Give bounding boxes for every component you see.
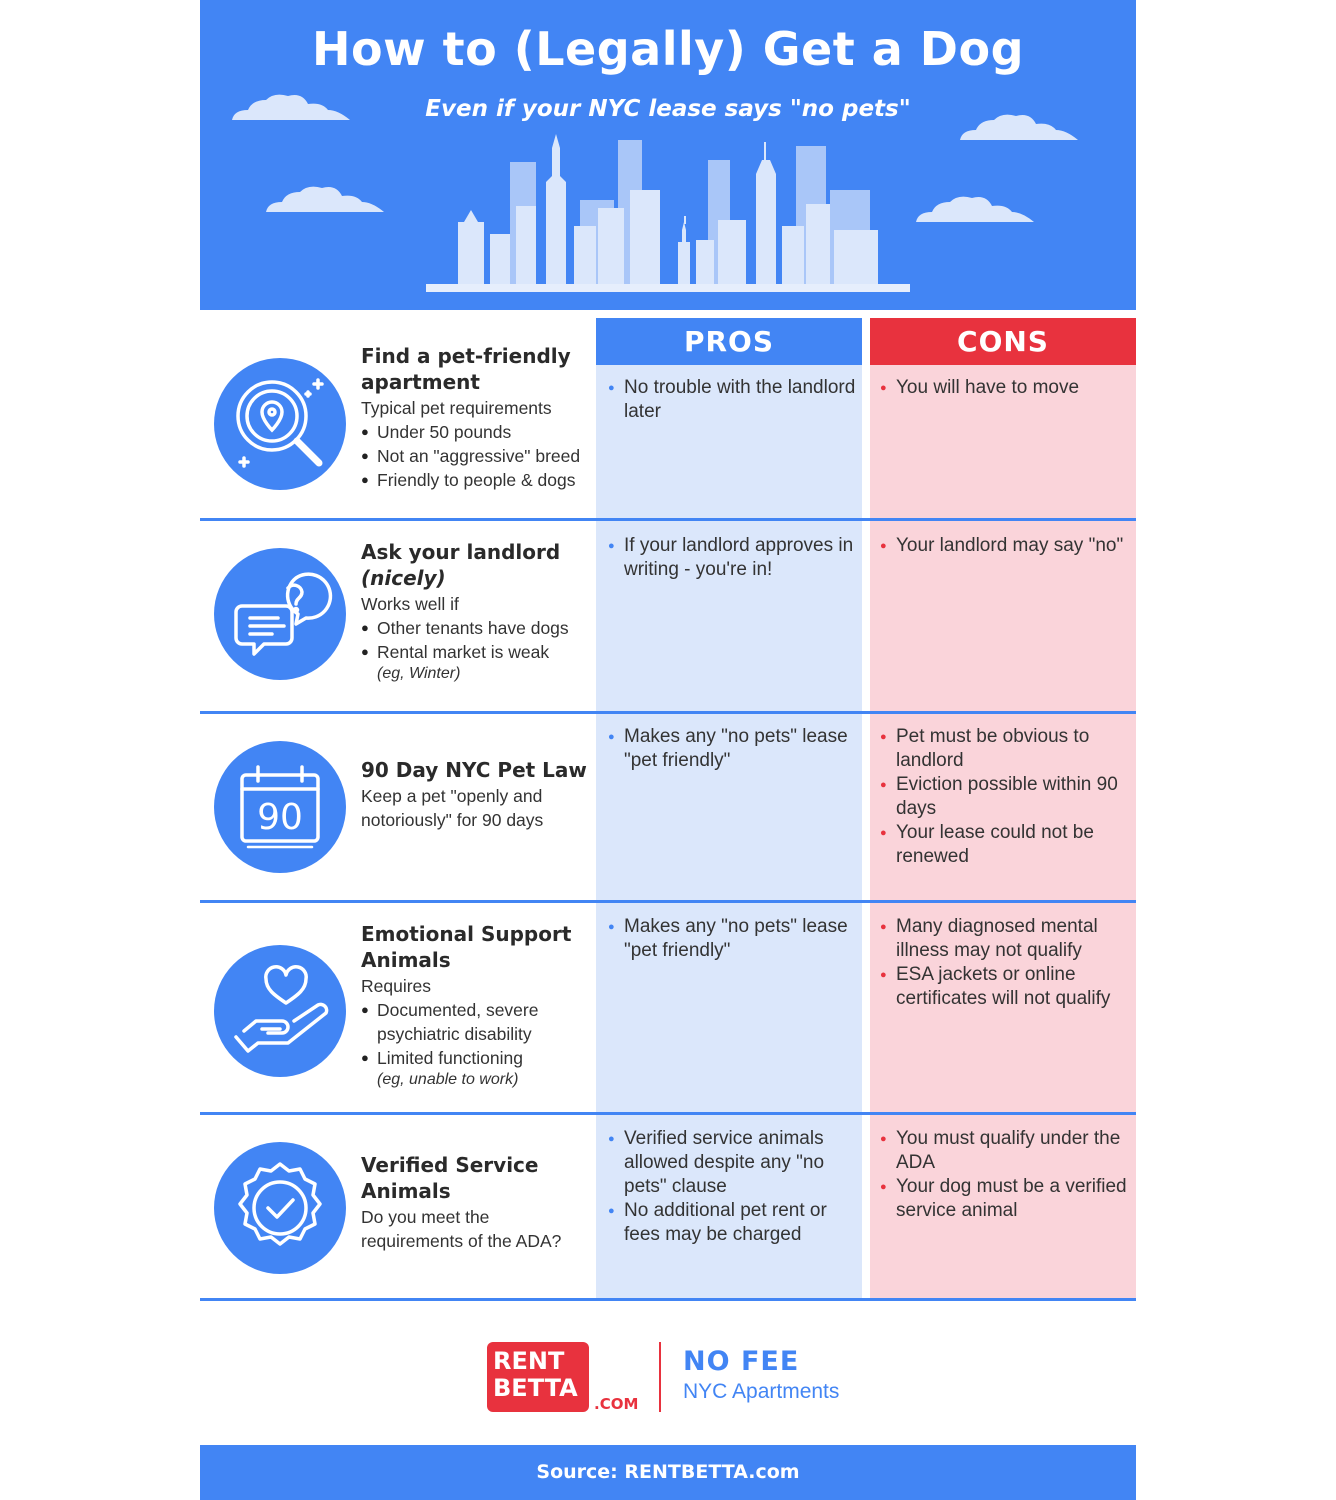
topic-description: Requires — [361, 976, 432, 996]
no-fee-label: NO FEE — [683, 1346, 800, 1377]
topic-description: Do you meet the requirements of the ADA? — [361, 1207, 562, 1251]
requirements-list — [361, 616, 591, 664]
logo-line-1: RENT — [493, 1347, 565, 1375]
page-title: How to (Legally) Get a Dog — [311, 22, 1024, 76]
requirements-list — [361, 998, 591, 1070]
topic-title: Verified Service Animals — [361, 1153, 539, 1203]
pro-item: ● Makes any "no pets" lease "pet friendly" — [608, 725, 858, 773]
pros-list — [608, 1127, 858, 1247]
topic-description: Typical pet requirements — [361, 398, 552, 418]
cons-list — [880, 376, 1134, 400]
logo-domain: .COM — [594, 1395, 639, 1413]
logo-separator — [659, 1342, 661, 1412]
pro-item: ● Makes any "no pets" lease "pet friendly" — [608, 915, 858, 963]
rentbetta-logo — [487, 1342, 589, 1412]
topic-title — [361, 539, 591, 591]
option-row-pet-friendly — [200, 330, 1136, 518]
logo-line-2: BETTA — [493, 1374, 578, 1402]
topic-block — [361, 921, 591, 1090]
con-item: ● ESA jackets or online certificates will not qualify — [880, 963, 1134, 1011]
verified-badge-icon — [214, 1142, 346, 1274]
row-divider — [200, 1298, 1136, 1301]
con-item: ● You will have to move — [880, 376, 1134, 400]
pros-column-header: PROS — [596, 318, 862, 365]
topic-description: Keep a pet "openly and notoriously" for 90 days — [361, 786, 544, 830]
list-item: ● Friendly to people & dogs — [361, 468, 591, 492]
con-item: ● Your dog must be a verified service animal — [880, 1175, 1134, 1223]
pro-item: ● No additional pet rent or fees may be charged — [608, 1199, 858, 1247]
con-item: ● Your landlord may say "no" — [880, 534, 1134, 558]
calendar-90-icon — [214, 741, 346, 873]
list-item: ● Under 50 pounds — [361, 420, 591, 444]
requirements-list — [361, 420, 591, 492]
page-subtitle: Even if your NYC lease says "no pets" — [425, 96, 911, 122]
heart-hand-icon — [214, 945, 346, 1077]
topic-block — [361, 539, 591, 684]
option-row-ask-landlord — [200, 521, 1136, 711]
svg-text:90: 90 — [257, 797, 303, 838]
search-location-icon — [214, 358, 346, 490]
topic-title-text: Ask your landlord — [361, 540, 561, 564]
pros-list — [608, 725, 858, 773]
cons-list — [880, 1127, 1134, 1223]
con-item: ● Pet must be obvious to landlord — [880, 725, 1134, 773]
topic-block — [361, 343, 591, 492]
topic-note: (eg, unable to work) — [377, 1071, 519, 1088]
pros-list — [608, 915, 858, 963]
con-item: ● Many diagnosed mental illness may not qualify — [880, 915, 1134, 963]
topic-block — [361, 757, 591, 832]
tagline: NYC Apartments — [683, 1380, 840, 1403]
cloud-icon — [914, 194, 1038, 224]
topic-description: Works well if — [361, 594, 459, 614]
con-item: ● Eviction possible within 90 days — [880, 773, 1134, 821]
topic-block — [361, 1152, 591, 1253]
pro-item: ● No trouble with the landlord later — [608, 376, 858, 424]
list-item: ● Not an "aggressive" breed — [361, 444, 591, 468]
cons-list — [880, 534, 1134, 558]
cloud-icon — [230, 92, 354, 122]
list-item: ● Rental market is weak — [361, 640, 591, 664]
cloud-icon — [958, 112, 1082, 142]
cons-column-header: CONS — [870, 318, 1136, 365]
option-row-90-day-law — [200, 714, 1136, 900]
pros-list — [608, 376, 858, 424]
list-item: ● Limited functioning — [361, 1046, 591, 1070]
chat-question-icon — [214, 548, 346, 680]
cloud-icon — [264, 184, 388, 214]
pros-list — [608, 534, 858, 582]
topic-title: Emotional Support Animals — [361, 922, 572, 972]
cons-list — [880, 725, 1134, 869]
infographic — [200, 0, 1136, 1500]
option-row-emotional-support — [200, 903, 1136, 1112]
topic-note: (eg, Winter) — [377, 665, 461, 682]
source-footer: Source: RENTBETTA.com — [200, 1445, 1136, 1500]
list-item: ● Documented, severe psychiatric disability — [361, 998, 591, 1046]
header-banner — [200, 0, 1136, 310]
option-row-service-animals — [200, 1115, 1136, 1298]
con-item: ● Your lease could not be renewed — [880, 821, 1134, 869]
pro-item: ● If your landlord approves in writing - you're in! — [608, 534, 858, 582]
topic-title-emphasis: (nicely) — [361, 566, 446, 590]
list-item: ● Other tenants have dogs — [361, 616, 591, 640]
topic-title: Find a pet-friendly apartment — [361, 344, 571, 394]
con-item: ● You must qualify under the ADA — [880, 1127, 1134, 1175]
topic-title: 90 Day NYC Pet Law — [361, 758, 587, 782]
cons-list — [880, 915, 1134, 1011]
pro-item: ● Verified service animals allowed despite any "no pets" clause — [608, 1127, 858, 1199]
